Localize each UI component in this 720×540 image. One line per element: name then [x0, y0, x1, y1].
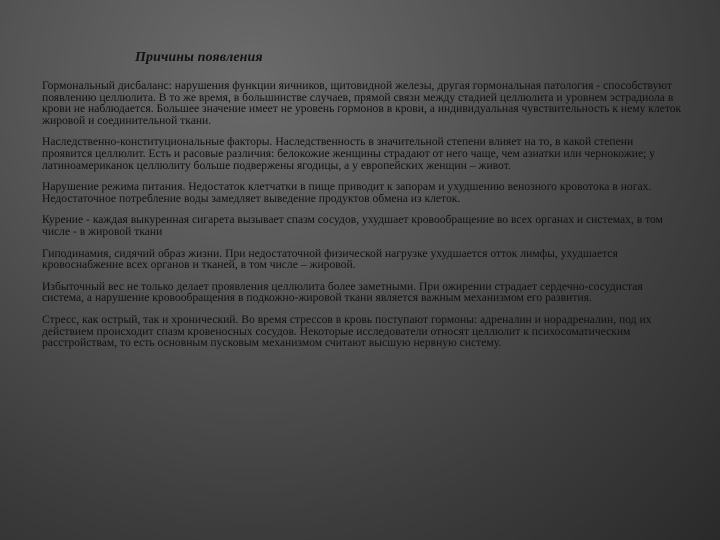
paragraph-stress: Стресс, как острый, так и хронический. Во время стрессов в кровь поступают гормоны: адреналин и норадреналин, под их действием происходит спазм кровеносных сосудов. Некоторые исследователи относят целлюлит к психосоматическим расстройствам, то есть основным пусковым механизмом считают высшую нервную систему. — [42, 312, 652, 350]
paragraph-smoking: Курение - каждая выкуренная сигарета вызывает спазм сосудов, ухудшает кровообращение во всех органах и системах, в том числе - в жировой ткани — [42, 213, 663, 238]
paragraph-excess-weight: Избыточный вес не только делает проявления целлюлита более заметными. При ожирении страдает сердечно-сосудистая система, а нарушение кровообращения в подкожно-жировой ткани является важным механизмом его развития. — [42, 279, 643, 305]
paragraph-hypodynamia: Гиподинамия, сидячий образ жизни. При недостаточной физической нагрузке ухудшается отток лимфы, ухудшается кровоснабжение всех органов и тканей, в том числе – жировой. — [42, 246, 618, 272]
slide-title: Причины появления — [135, 50, 263, 65]
slide-body — [42, 80, 682, 349]
paragraph-heredity: Наследственно-конституциональные факторы. Наследственность в значительной степени влияет на то, в какой степени проявится целлюлит. Есть и расовые различия: белокожие женщины страдают от него чаще, чем азиатки или чернокожие; у латиноамериканок целлюлиту больше подвержены ягодицы, а у европейских женщин – живот. — [42, 135, 656, 172]
paragraph-nutrition: Нарушение режима питания. Недостаток клетчатки в пище приводит к запорам и ухудшению венозного кровотока в ногах. Недостаточное потребление воды замедляет выведение продуктов обмена из клеток. — [42, 180, 652, 205]
paragraph-hormonal: Гормональный дисбаланс: нарушения функции яичников, щитовидной железы, другая гормональная патология - способствуют появлению целлюлита. В то же время, в большинстве случаев, прямой связи между стадией целлюлита и уровнем эстрадиола в крови не наблюдается. Большее значение имеет не уровень гормонов в крови, а индивидуальная чувствительность к нему клеток жировой и соединительной ткани. — [42, 79, 682, 127]
